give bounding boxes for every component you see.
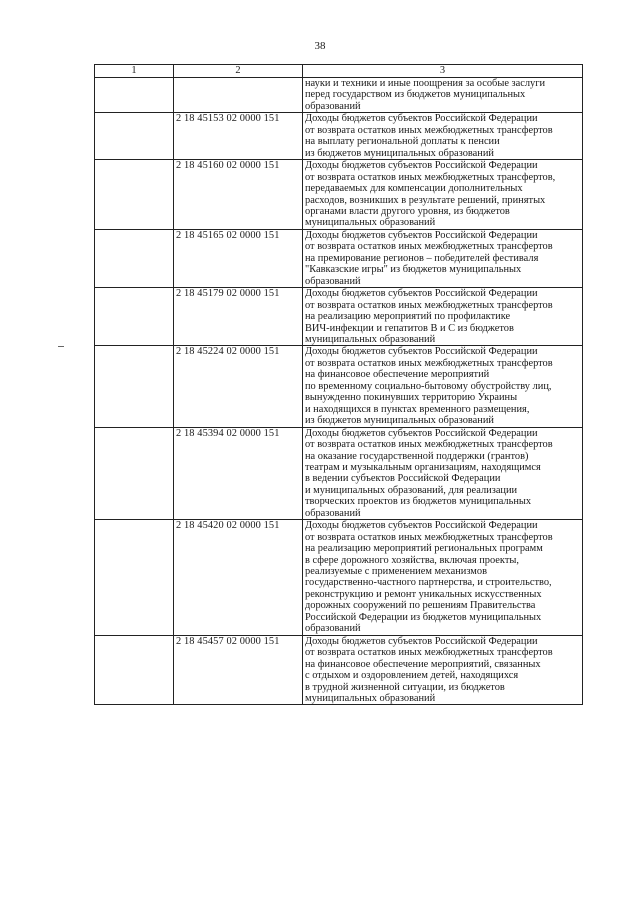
description-line: на реализацию мероприятий по профилактике [305, 311, 511, 323]
description-line: реконструкцию и ремонт уникальных искусственных [305, 588, 542, 600]
description-line: Доходы бюджетов субъектов Российской Федерации [305, 160, 538, 172]
table-row [95, 229, 583, 287]
column-header-1: 1 [95, 65, 174, 78]
table-body [95, 78, 583, 705]
description-line: ВИЧ-инфекции и гепатитов В и С из бюджетов [305, 322, 514, 334]
description-line: на выплату региональной доплаты к пенсии [305, 136, 500, 148]
description-line: образований [305, 623, 361, 635]
table-row [95, 288, 583, 346]
description-line: муниципальных образований [305, 333, 436, 345]
table-row [95, 113, 583, 160]
budget-classification-code [174, 78, 303, 113]
income-description [303, 229, 583, 287]
cell-column-1 [95, 635, 174, 705]
description-line: муниципальных образований [305, 693, 436, 705]
description-line: на оказание государственной поддержки (грантов) [305, 450, 529, 462]
description-line: от возврата остатков иных межбюджетных трансфертов [305, 241, 553, 253]
income-description [303, 113, 583, 160]
budget-classification-code: 2 18 45394 02 0000 151 [174, 427, 303, 520]
cell-column-1 [95, 427, 174, 520]
description-line: Доходы бюджетов субъектов Российской Федерации [305, 346, 538, 358]
table-row [95, 160, 583, 230]
cell-column-1 [95, 113, 174, 160]
budget-classification-code: 2 18 45457 02 0000 151 [174, 635, 303, 705]
description-line: Доходы бюджетов субъектов Российской Федерации [305, 635, 538, 647]
page-number: 38 [314, 40, 326, 52]
income-description [303, 520, 583, 636]
description-line: на реализацию мероприятий региональных программ [305, 543, 543, 555]
budget-classification-code: 2 18 45179 02 0000 151 [174, 288, 303, 346]
income-description [303, 427, 583, 520]
table-row [95, 635, 583, 705]
description-line: на премирование регионов – победителей фестиваля [305, 252, 539, 264]
description-line: образований [305, 275, 361, 287]
description-line: на финансовое обеспечение мероприятий [305, 369, 490, 381]
description-line: образований [305, 100, 361, 112]
description-line: и муниципальных образований, для реализации [305, 484, 518, 496]
description-line: вынужденно покинувших территорию Украины [305, 392, 518, 404]
description-line: из бюджетов муниципальных образований [305, 147, 494, 159]
description-line: Доходы бюджетов субъектов Российской Федерации [305, 520, 538, 532]
table-row [95, 346, 583, 427]
budget-classification-code: 2 18 45420 02 0000 151 [174, 520, 303, 636]
description-line: Доходы бюджетов субъектов Российской Федерации [305, 288, 538, 300]
description-line: от возврата остатков иных межбюджетных трансфертов [305, 357, 553, 369]
description-line: реализуемые с применением механизмов [305, 566, 487, 578]
description-line: в сфере дорожного хозяйства, включая проекты, [305, 554, 519, 566]
description-line: творческих проектов из бюджетов муниципальных [305, 496, 532, 508]
cell-column-1 [95, 288, 174, 346]
description-line: науки и техники и иные поощрения за особые заслуги [305, 78, 546, 89]
description-line: из бюджетов муниципальных образований [305, 415, 494, 427]
column-header-3: 3 [303, 65, 583, 78]
budget-classification-code: 2 18 45160 02 0000 151 [174, 160, 303, 230]
table-header-row [95, 65, 583, 78]
income-description [303, 635, 583, 705]
description-line: образований [305, 507, 361, 519]
description-line: органами власти другого уровня, из бюджетов [305, 205, 510, 217]
description-line: государственно-частного партнерства, и строительство, [305, 577, 552, 589]
column-header-2: 2 [174, 65, 303, 78]
description-line: Российской Федерации из бюджетов муниципальных [305, 611, 542, 623]
table-row [95, 78, 583, 113]
description-line: от возврата остатков иных межбюджетных трансфертов [305, 299, 553, 311]
description-line: на финансовое обеспечение мероприятий, связанных [305, 658, 541, 670]
description-line: от возврата остатков иных межбюджетных трансфертов, [305, 171, 556, 183]
description-line: театрам и музыкальным организациям, находящимся [305, 461, 541, 473]
description-line: "Кавказские игры" из бюджетов муниципальных [305, 264, 522, 276]
cell-column-1 [95, 160, 174, 230]
description-line: муниципальных образований [305, 217, 436, 229]
income-description [303, 160, 583, 230]
description-line: по временному социально-бытовому обустройству лиц, [305, 380, 552, 392]
description-line: Доходы бюджетов субъектов Российской Федерации [305, 229, 538, 241]
description-line: от возврата остатков иных межбюджетных трансфертов [305, 124, 553, 136]
table-row [95, 520, 583, 636]
income-description [303, 346, 583, 427]
budget-classification-code: 2 18 45224 02 0000 151 [174, 346, 303, 427]
cell-column-1 [95, 78, 174, 113]
budget-classification-code: 2 18 45165 02 0000 151 [174, 229, 303, 287]
budget-classification-code: 2 18 45153 02 0000 151 [174, 113, 303, 160]
description-line: дорожных сооружений по решениям Правительства [305, 600, 536, 612]
description-line: расходов, возникших в результате решений, принятых [305, 194, 546, 206]
description-line: перед государством из бюджетов муниципальных [305, 89, 526, 101]
cell-column-1 [95, 346, 174, 427]
cell-column-1 [95, 229, 174, 287]
description-line: в ведении субъектов Российской Федерации [305, 473, 501, 485]
description-line: от возврата остатков иных межбюджетных трансфертов [305, 439, 553, 451]
description-line: от возврата остатков иных межбюджетных трансфертов [305, 531, 553, 543]
income-description [303, 78, 583, 113]
description-line: Доходы бюджетов субъектов Российской Федерации [305, 113, 538, 125]
margin-mark [58, 346, 64, 347]
description-line: в трудной жизненной ситуации, из бюджетов [305, 681, 505, 693]
description-line: и находящихся в пунктах временного размещения, [305, 403, 530, 415]
description-line: Доходы бюджетов субъектов Российской Федерации [305, 427, 538, 439]
income-description [303, 288, 583, 346]
budget-codes-table [94, 64, 583, 705]
description-line: передаваемых для компенсации дополнительных [305, 183, 523, 195]
description-line: от возврата остатков иных межбюджетных трансфертов [305, 647, 553, 659]
table-row [95, 427, 583, 520]
description-line: с отдыхом и оздоровлением детей, находящихся [305, 670, 519, 682]
cell-column-1 [95, 520, 174, 636]
